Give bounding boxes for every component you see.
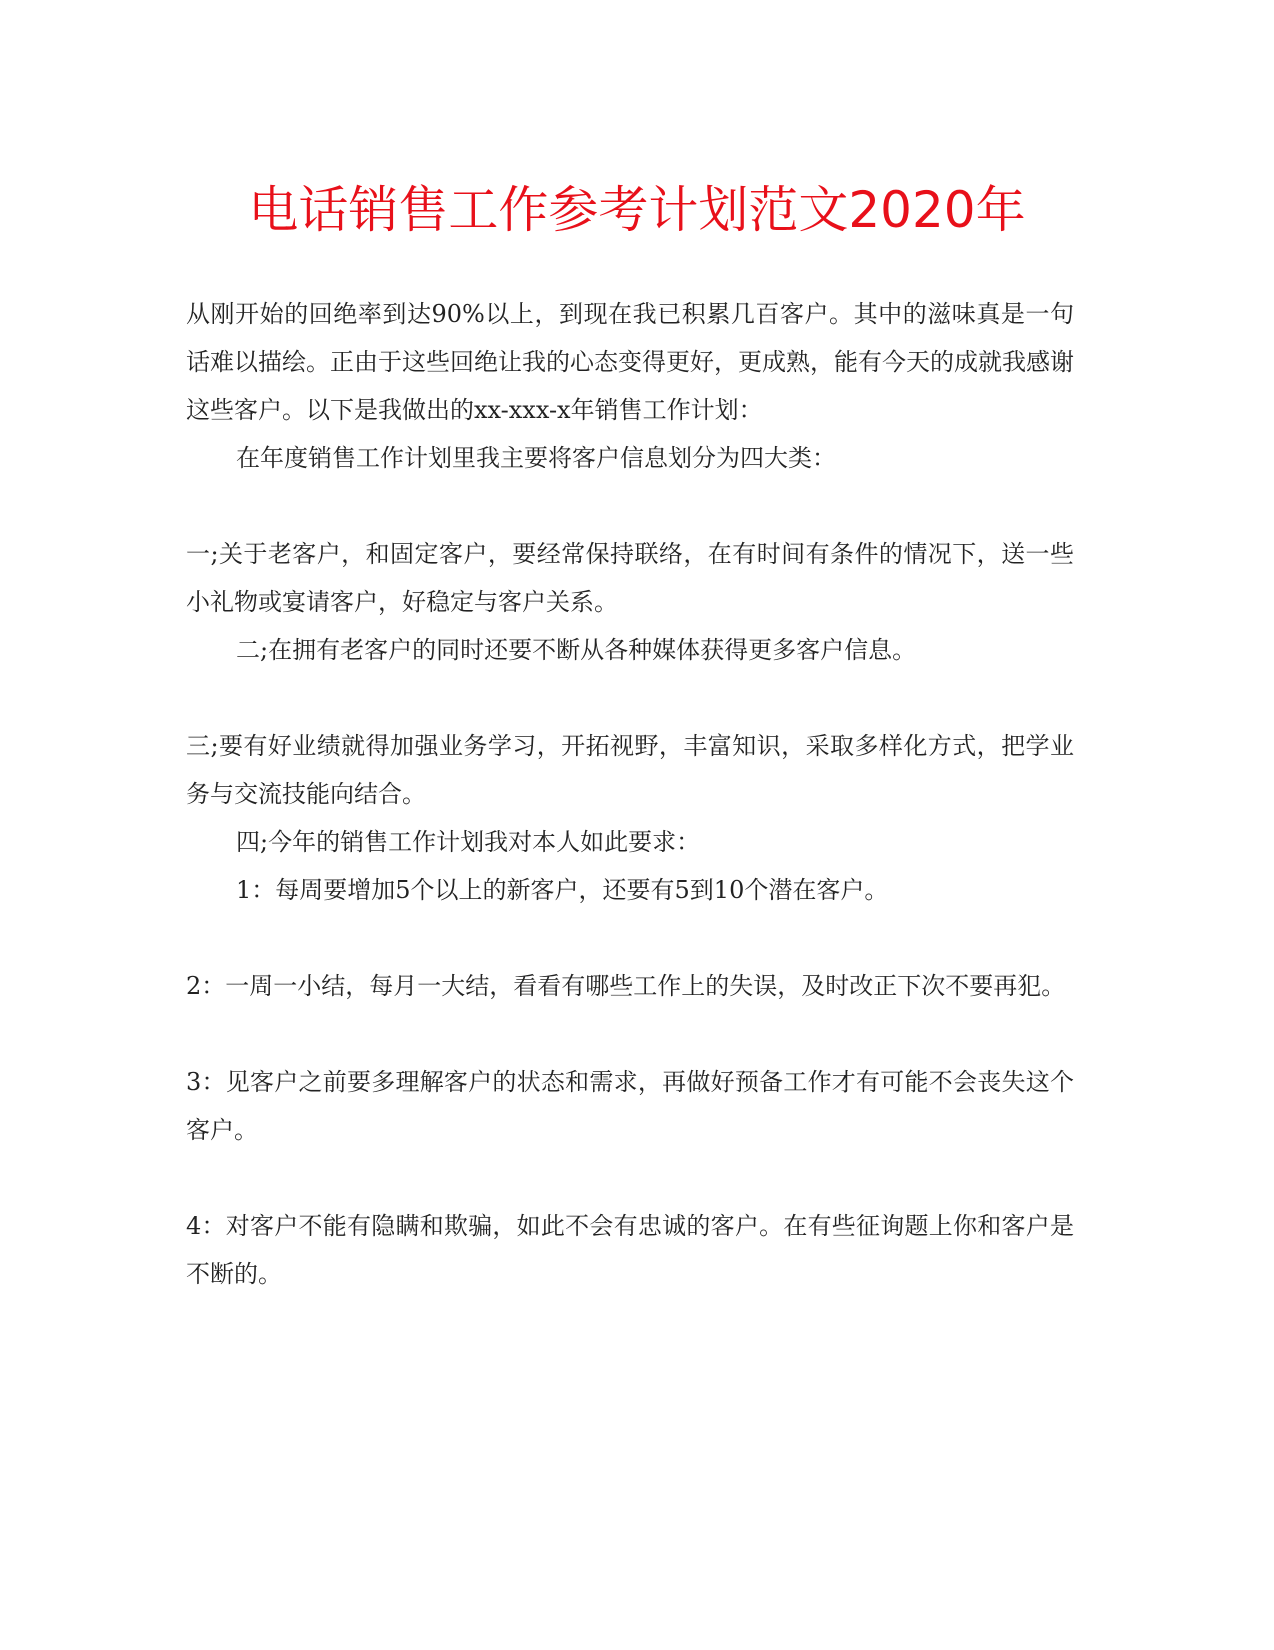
paragraph-requirement-2: 2：一周一小结，每月一大结，看看有哪些工作上的失误，及时改正下次不要再犯。: [186, 972, 1066, 1000]
paragraph-item-3: 三;要有好业绩就得加强业务学习，开拓视野，丰富知识，采取多样化方式，把学业务与交流技能向结合。: [186, 732, 1074, 808]
document-body: [186, 290, 1074, 1298]
paragraph-gap: [186, 674, 1074, 722]
paragraph-requirement-1: 1：每周要增加5个以上的新客户，还要有5到10个潜在客户。: [236, 876, 889, 904]
paragraph-gap: [186, 914, 1074, 962]
paragraph-item-1: 一;关于老客户，和固定客户，要经常保持联络，在有时间有条件的情况下，送一些小礼物或宴请客户，好稳定与客户关系。: [186, 540, 1074, 616]
paragraph-item-4: 四;今年的销售工作计划我对本人如此要求：: [236, 828, 701, 856]
paragraph-gap: [186, 1154, 1074, 1202]
paragraph-gap: [186, 1010, 1074, 1058]
paragraph-intro: 从刚开始的回绝率到达90%以上，到现在我已积累几百客户。其中的滋味真是一句话难以描绘。正由于这些回绝让我的心态变得更好，更成熟，能有今天的成就我感谢这些客户。以下是我做出的xx-xxx-x年销售工作计划：: [186, 300, 1074, 424]
paragraph-requirement-3: 3：见客户之前要多理解客户的状态和需求，再做好预备工作才有可能不会丧失这个客户。: [186, 1068, 1074, 1144]
document-title: 电话销售工作参考计划范文2020年: [248, 181, 1026, 239]
paragraph-gap: [186, 482, 1074, 530]
paragraph-categories: 在年度销售工作计划里我主要将客户信息划分为四大类：: [236, 444, 836, 472]
paragraph-item-2: 二;在拥有老客户的同时还要不断从各种媒体获得更多客户信息。: [236, 636, 917, 664]
paragraph-requirement-4: 4：对客户不能有隐瞒和欺骗，如此不会有忠诚的客户。在有些征询题上你和客户是不断的。: [186, 1212, 1074, 1288]
